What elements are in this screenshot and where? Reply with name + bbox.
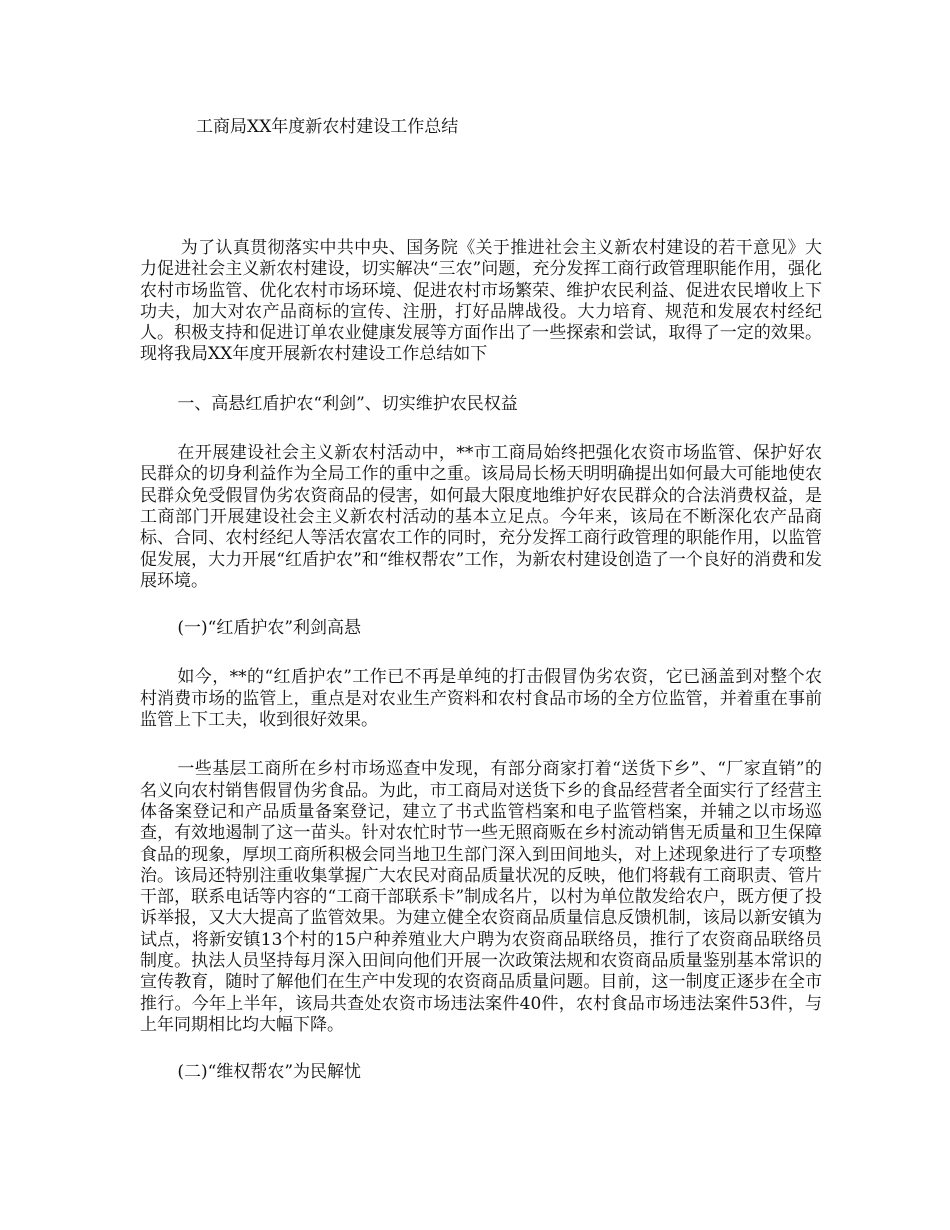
intro-paragraph: 为了认真贯彻落实中共中央、国务院《关于推进社会主义新农村建设的若干意见》大力促进社会主义新农村建设，切实解决“三农”问题，充分发挥工商行政管理职能作用，强化农村市场监管、优化农村市场环境、促进农村市场繁荣、维护农民利益、促进农民增收上下功夫，加大对农产品商标的宣传、注册，打好品牌战役。大力培育、规范和发展农村经纪人。积极支持和促进订单农业健康发展等方面作出了一些探索和尝试，取得了一定的效果。现将我局XX年度开展新农村建设工作总结如下 [140, 238, 822, 365]
subsection-heading-1: (一)“红盾护农”利剑高悬 [177, 618, 362, 639]
body-paragraph: 一些基层工商所在乡村市场巡查中发现，有部分商家打着“送货下乡”、“厂家直销”的名义向农村销售假冒伪劣食品。为此，市工商局对送货下乡的食品经营者全面实行了经营主体备案登记和产品质量备案登记，建立了书式监管档案和电子监管档案，并辅之以市场巡查，有效地遏制了这一苗头。针对农忙时节一些无照商贩在乡村流动销售无质量和卫生保障食品的现象，厚坝工商所积极会同当地卫生部门深入到田间地头，对上述现象进行了专项整治。该局还特别注重收集掌握广大农民对商品质量状况的反映，他们将载有工商职责、管片干部，联系电话等内容的“工商干部联系卡”制成名片，以村为单位散发给农户，既方便了投诉举报，又大大提高了监管效果。为建立健全农资商品质量信息反馈机制，该局以新安镇为试点，将新安镇13个村的15户种养殖业大户聘为农资商品联络员，推行了农资商品联络员制度。执法人员坚持每月深入田间向他们开展一次政策法规和农资商品质量鉴别基本常识的宣传教育，随时了解他们在生产中发现的农资商品质量问题。目前，这一制度正逐步在全市推行。今年上半年，该局共查处农资市场违法案件40件，农村食品市场违法案件53件，与上年同期相比均大幅下降。 [140, 759, 822, 1035]
body-paragraph: 在开展建设社会主义新农村活动中，**市工商局始终把强化农资市场监管、保护好农民群众的切身利益作为全局工作的重中之重。该局局长杨天明明确提出如何最大可能地使农民群众免受假冒伪劣农资商品的侵害，如何最大限度地维护好农民群众的合法消费权益，是工商部门开展建设社会主义新农村活动的基本立足点。今年来，该局在不断深化农产品商标、合同、农村经纪人等活农富农工作的同时，充分发挥工商行政管理的职能作用，以监管促发展，大力开展“红盾护农”和“维权帮农”工作，为新农村建设创造了一个良好的消费和发展环境。 [140, 443, 822, 591]
subsection-heading-2: (二)“维权帮农”为民解忧 [177, 1062, 362, 1083]
document-body [140, 238, 822, 1084]
document-title: 工商局XX年度新农村建设工作总结 [196, 117, 459, 137]
section-heading-1: 一、高悬红盾护农“利剑”、切实维护农民权益 [177, 393, 518, 414]
body-paragraph: 如今，**的“红盾护农”工作已不再是单纯的打击假冒伪劣农资，它已涵盖到对整个农村消费市场的监管上，重点是对农业生产资料和农村食品市场的全方位监管，并着重在事前监管上下工夫，收到很好效果。 [140, 667, 822, 731]
